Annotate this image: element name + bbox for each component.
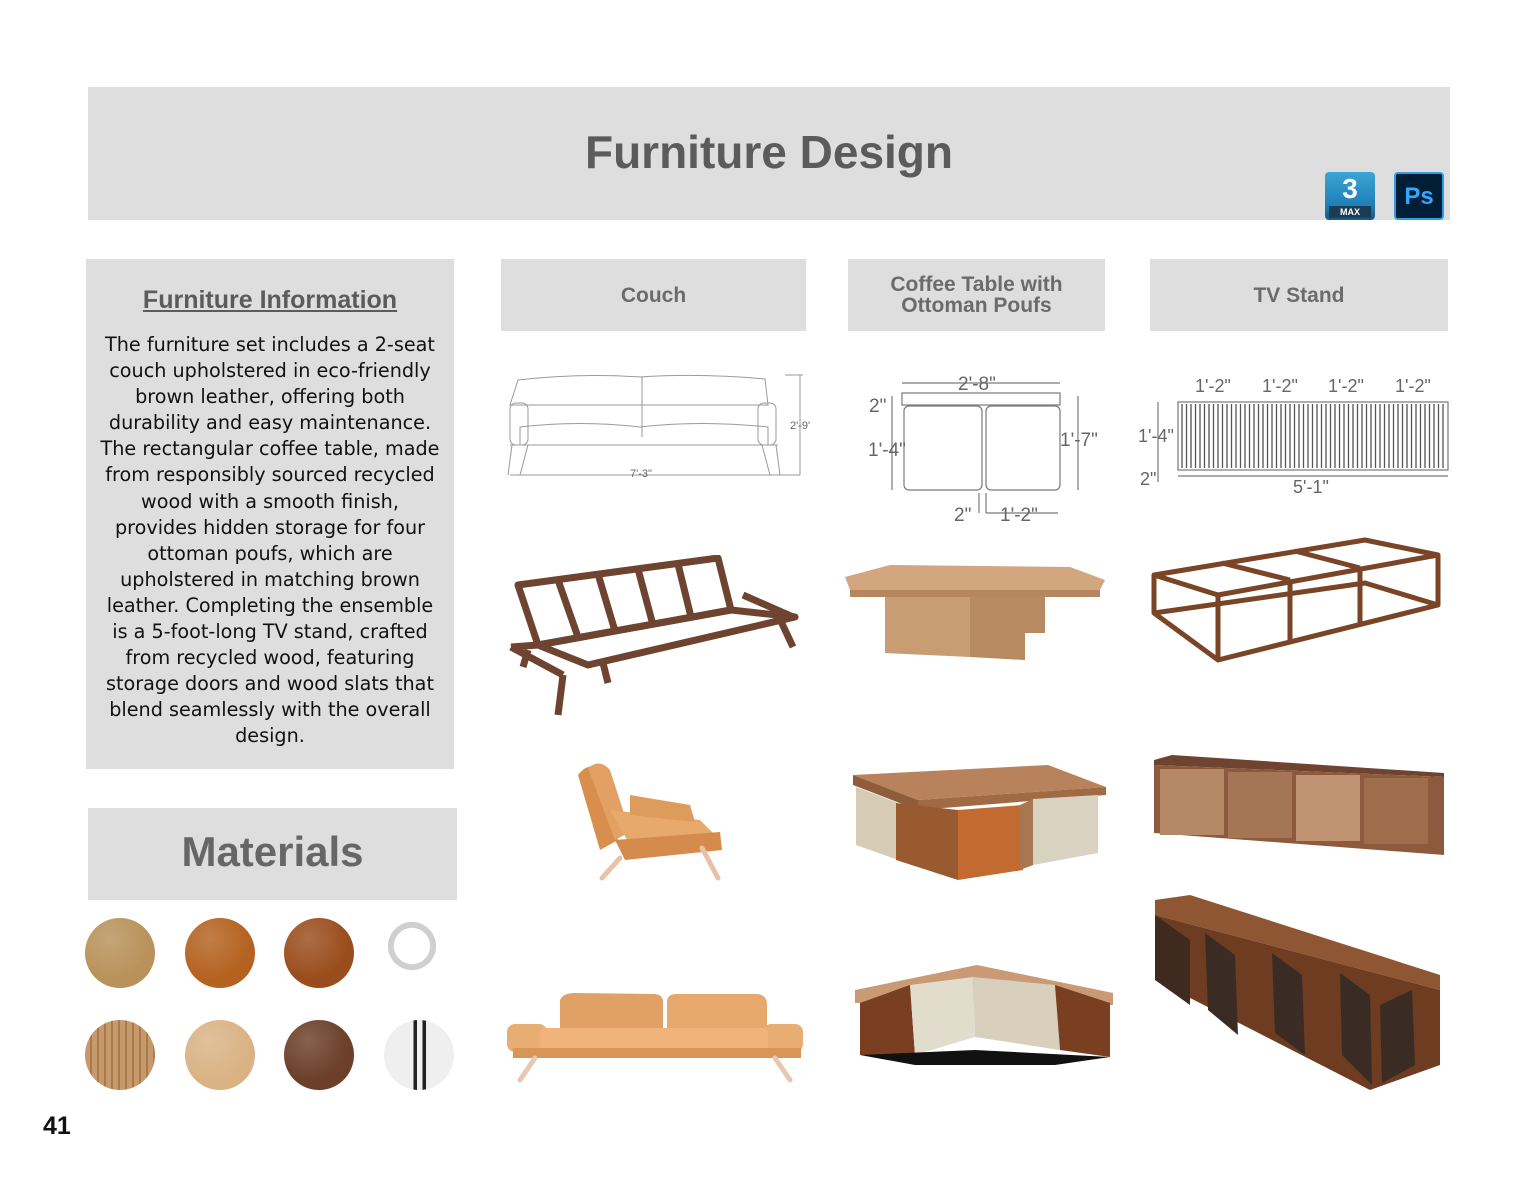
3ds-max-logo: 3 MAX (1325, 172, 1375, 220)
tv-stand-frame-render (1150, 535, 1445, 670)
walnut-wood-swatch (284, 1020, 354, 1090)
tv-stand-wood-render (1152, 755, 1447, 860)
furniture-info-panel (86, 259, 454, 769)
svg-text:5'-1": 5'-1" (1293, 477, 1329, 497)
coffee-table-header: Coffee Table with Ottoman Poufs (848, 259, 1105, 331)
tv-stand-header: TV Stand (1150, 259, 1448, 331)
svg-text:2": 2" (954, 505, 972, 526)
coffee-table-poufs-render (848, 765, 1110, 885)
metal-legs-swatch (384, 1020, 454, 1090)
dark-leather-swatch (284, 918, 354, 988)
brown-leather-swatch (185, 918, 255, 988)
svg-text:1'-4": 1'-4" (1138, 426, 1174, 446)
coffee-table-dimension-drawing (862, 368, 1112, 528)
page-title: Furniture Design (584, 126, 954, 178)
svg-text:1'-2": 1'-2" (1000, 505, 1038, 526)
info-heading: Furniture Information (142, 286, 398, 314)
coffee-table-render (845, 565, 1107, 665)
photoshop-logo: Ps (1394, 172, 1444, 220)
couch-side-render (570, 760, 730, 885)
tan-leather-swatch (85, 918, 155, 988)
title-banner (88, 87, 1450, 220)
svg-text:2'-8": 2'-8" (958, 374, 996, 395)
svg-text:1'-7": 1'-7" (1060, 430, 1098, 451)
light-wood-swatch (185, 1020, 255, 1090)
materials-heading: Materials (181, 828, 364, 875)
svg-text:1'-2": 1'-2" (1262, 376, 1298, 396)
couch-dimension-drawing (500, 365, 820, 490)
svg-text:1'-4": 1'-4" (868, 440, 906, 461)
materials-panel (88, 808, 457, 900)
coffee-table-underside-render (855, 965, 1117, 1065)
couch-frame-render (503, 555, 803, 725)
couch-header: Couch (501, 259, 806, 331)
wood-slat-swatch (85, 1020, 155, 1090)
page-number: 41 (43, 1112, 71, 1140)
svg-text:1'-2": 1'-2" (1195, 376, 1231, 396)
svg-text:1'-2": 1'-2" (1328, 376, 1364, 396)
couch-width-dim: 7'-3" (630, 468, 652, 480)
info-text: The furniture set includes a 2-seat couch upholstered in eco-friendly brown leather, offering both durability and easy maintenance. The rectangular coffee table, made from responsibly sourced recycled wood with a smooth finish, provides hidden storage for four ottoman poufs, which are upholstered in matching brown leather. Completing the ensemble is a 5-foot-long TV stand, crafted from recycled wood, featuring storage doors and wood slats that blend seamlessly with the overall design. (100, 333, 440, 748)
svg-text:1'-2": 1'-2" (1395, 376, 1431, 396)
svg-text:2": 2" (869, 396, 887, 417)
tv-stand-dimension-drawing (1138, 372, 1458, 497)
couch-front-render (505, 990, 805, 1085)
svg-text:2": 2" (1140, 469, 1157, 489)
hinge-swatch (384, 918, 454, 988)
couch-height-dim: 2'-9' (790, 420, 811, 432)
tv-stand-open-doors-render (1150, 895, 1445, 1095)
